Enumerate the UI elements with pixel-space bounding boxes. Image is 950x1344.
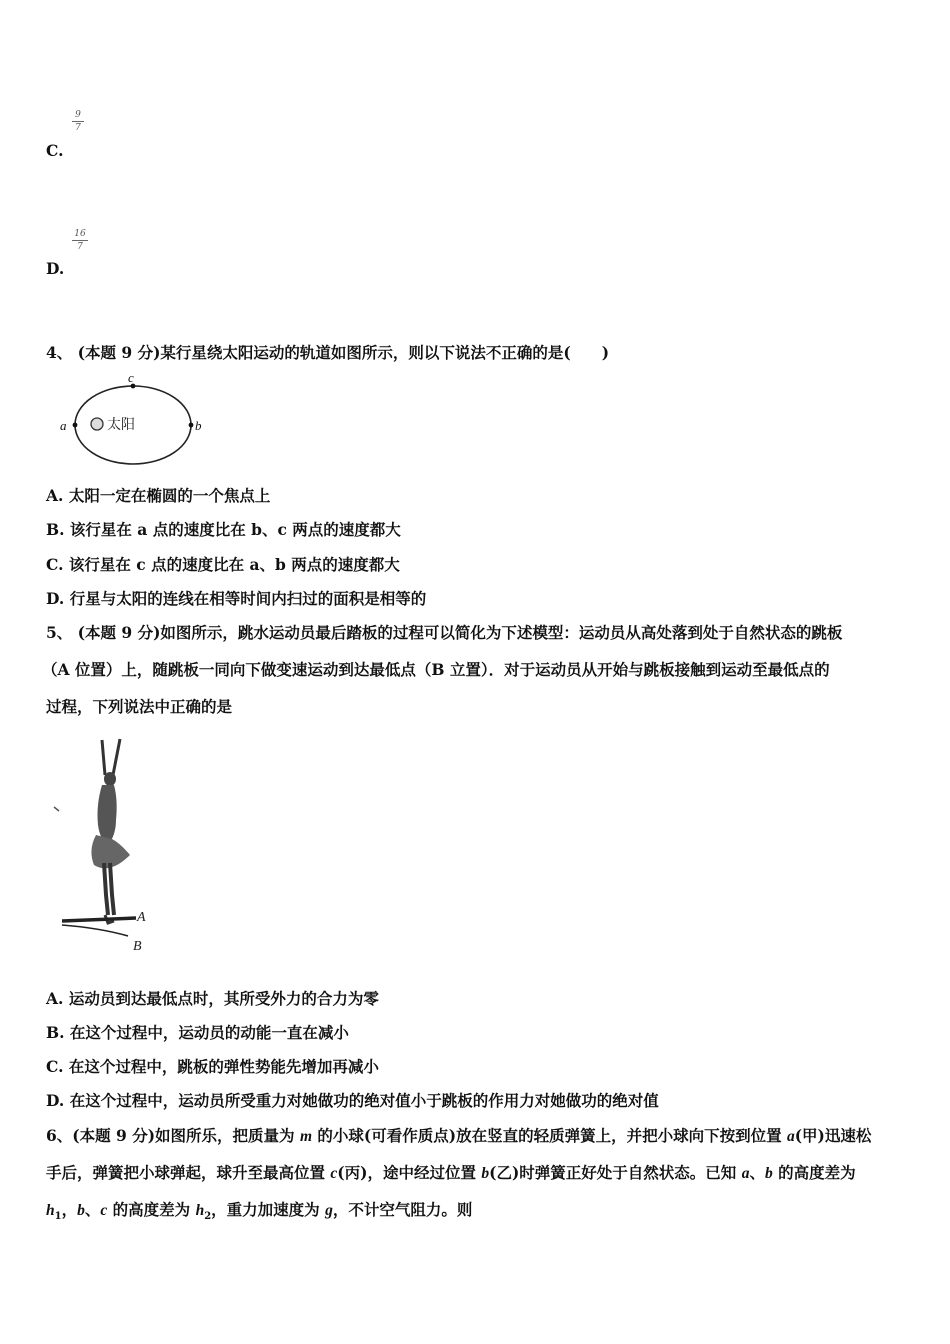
q6-l1-a: 6、(本题 9 分)如图所乐，把质量为: [46, 1126, 300, 1145]
q5-option-a: [46, 987, 379, 1009]
point-a-dot: [73, 423, 78, 428]
diver-arms: [102, 739, 120, 775]
q6-h1-sub: 1: [54, 1211, 62, 1223]
q6-pos-c: c: [330, 1165, 338, 1182]
option-d-prev-label: D.: [46, 259, 65, 278]
q5-option-b: [46, 1021, 349, 1043]
point-a-label: a: [60, 418, 67, 433]
fraction-c-den: 7: [75, 123, 81, 133]
q6-l2-a: 手后，弹簧把小球弹起，球升至最高位置: [46, 1163, 331, 1182]
q5-option-b-label: B.: [46, 1023, 65, 1042]
fraction-c: [72, 110, 84, 133]
q6-pos-b: b: [481, 1165, 490, 1182]
q6-l2-b: (丙)，途中经过位置: [337, 1163, 482, 1182]
q6-gravity-symbol: g: [325, 1202, 333, 1219]
diver-legs: [104, 863, 114, 915]
q5-option-c-label: C.: [46, 1057, 64, 1076]
board-label-a: A: [137, 910, 146, 925]
point-b-dot: [189, 423, 194, 428]
q6-l3-c: ，重力加速度为: [211, 1200, 326, 1219]
q6-stem-line2: [46, 1161, 856, 1183]
q5-option-a-text: 运动员到达最低点时，其所受外力的合力为零: [68, 989, 379, 1008]
q6-l1-b: 的小球(可看作质点)放在竖直的轻质弹簧上，并把小球向下按到位置: [312, 1126, 787, 1145]
q4-option-b: [46, 518, 401, 540]
q6-h1: h: [46, 1202, 55, 1219]
q6-l3-a: ，: [61, 1200, 78, 1219]
board-label-b: B: [133, 939, 142, 954]
sun-icon: [91, 418, 103, 430]
fraction-d: [72, 229, 88, 252]
point-b-label: b: [195, 418, 202, 433]
q6-h2-sub: 2: [204, 1211, 212, 1223]
option-c-prev-label: C.: [46, 141, 64, 160]
q4-option-c-text: 该行星在 c 点的速度比在 a、b 两点的速度都大: [68, 555, 400, 574]
fraction-c-num: 9: [75, 110, 81, 120]
q5-option-c-text: 在这个过程中，跳板的弹性势能先增加再减小: [68, 1057, 379, 1076]
q4-option-b-text: 该行星在 a 点的速度比在 b、c 两点的速度都大: [69, 520, 401, 539]
q4-option-a: [46, 484, 270, 506]
q6-stem-line1: [46, 1124, 871, 1146]
q4-option-a-text: 太阳一定在椭圆的一个焦点上: [68, 486, 271, 505]
q4-option-c-label: C.: [46, 555, 64, 574]
q4-option-d: [46, 587, 426, 609]
q6-pos-a: a: [786, 1128, 795, 1145]
q4-option-c: [46, 553, 400, 575]
q4-option-a-label: A.: [46, 486, 64, 505]
q6-l1-c: (甲)迅速松: [794, 1126, 872, 1145]
q6-var-a: a: [741, 1165, 750, 1182]
fraction-d-num: 16: [74, 229, 86, 239]
q6-l3-sep: 、: [84, 1200, 101, 1219]
motion-mark: [54, 807, 59, 811]
q6-stem-line3: [46, 1198, 472, 1222]
fraction-d-den: 7: [77, 242, 83, 252]
q5-stem-line2: （A 位置）上，随跳板一同向下做变速运动到达最低点（B 立置）．对于运动员从开始与跳板接触到运动至最低点的: [42, 660, 830, 679]
q6-l3-d: ，不计空气阻力。则: [332, 1200, 473, 1219]
q6-l2-c: (乙)时弹簧正好处于自然状态。已知: [489, 1163, 742, 1182]
q5-option-d: [46, 1089, 659, 1111]
point-c-label: c: [128, 372, 134, 385]
q5-stem-line1: 5、 (本题 9 分)如图所示，跳水运动员最后踏板的过程可以简化为下述模型：运动员从高处落到处于自然状态的跳板: [46, 623, 843, 642]
q5-stem-line3: 过程，下列说法中正确的是: [46, 697, 233, 716]
q6-h2: h: [195, 1202, 205, 1219]
q5-option-d-label: D.: [46, 1091, 65, 1110]
diver-torso: [98, 785, 117, 845]
q5-option-c: [46, 1055, 379, 1077]
q4-option-b-label: B.: [46, 520, 65, 539]
q4-stem: 4、 (本题 9 分)某行星绕太阳运动的轨道如图所示，则以下说法不正确的是( ): [46, 343, 610, 362]
q5-option-b-text: 在这个过程中，运动员的动能一直在减小: [69, 1023, 349, 1042]
q5-option-d-text: 在这个过程中，运动员所受重力对她做功的绝对值小于跳板的作用力对她做功的绝对值: [69, 1091, 659, 1110]
q6-mass-symbol: m: [299, 1128, 312, 1145]
board-a: [62, 918, 136, 921]
q6-var-c: c: [100, 1202, 108, 1219]
orbit-figure: [55, 372, 215, 467]
q5-option-a-label: A.: [46, 989, 64, 1008]
q6-l3-b: 的高度差为: [107, 1200, 196, 1219]
q6-var-b2: b: [77, 1202, 85, 1219]
board-b: [62, 925, 128, 936]
q6-l2-d: 的高度差为: [772, 1163, 856, 1182]
diver-head: [104, 772, 116, 786]
q6-var-b: b: [764, 1165, 773, 1182]
q6-l2-sep: 、: [749, 1163, 765, 1182]
q4-option-d-text: 行星与太阳的连线在相等时间内扫过的面积是相等的: [69, 589, 427, 608]
sun-label: 太阳: [107, 417, 135, 433]
q4-option-d-label: D.: [46, 589, 65, 608]
diver-figure: [50, 735, 160, 960]
